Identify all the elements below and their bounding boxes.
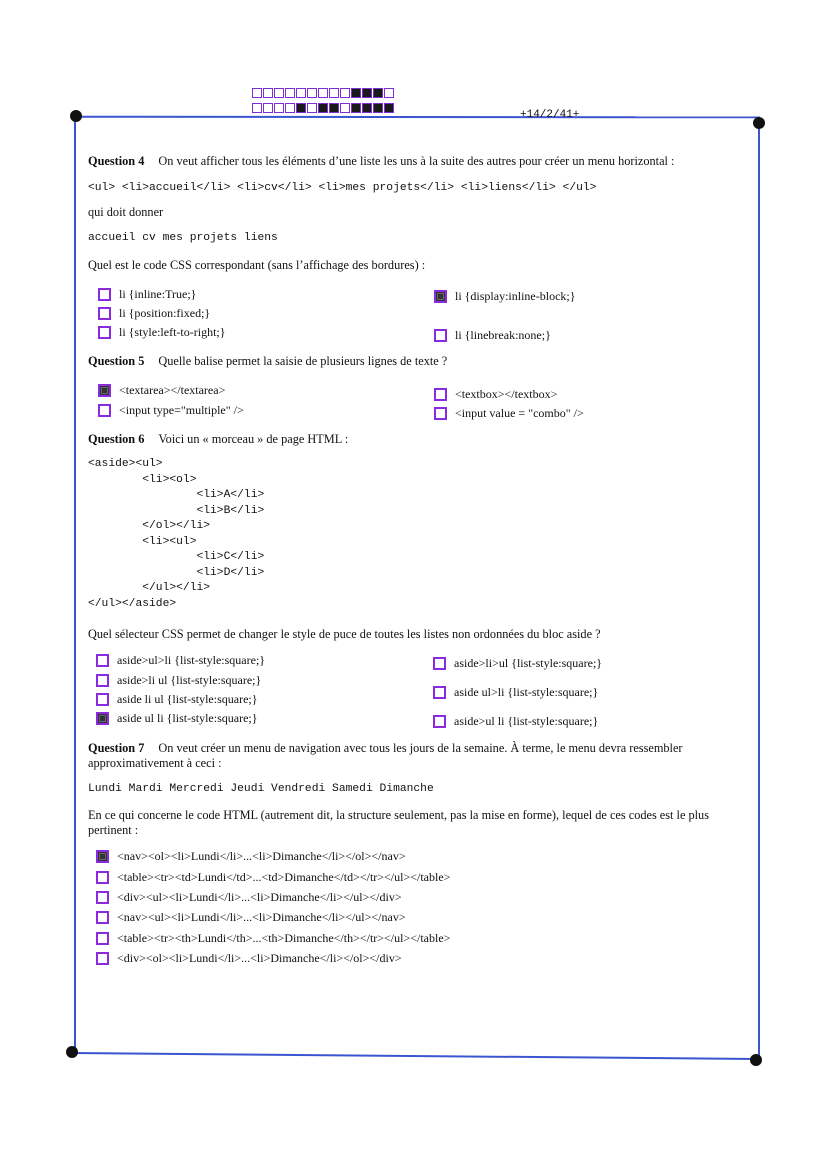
q6-option-5[interactable] — [433, 656, 602, 671]
checkbox[interactable] — [98, 307, 111, 320]
question-text: Quelle balise permet la saisie de plusieurs lignes de texte ? — [158, 354, 448, 368]
q6-option-1[interactable] — [96, 653, 265, 668]
q6-option-3[interactable] — [96, 692, 258, 707]
code-line: </ol></li> — [88, 520, 211, 532]
corner-mark-bottom-left — [66, 1046, 78, 1058]
q6-option-2[interactable] — [96, 673, 261, 688]
barcode-cell — [329, 88, 339, 98]
barcode-cell — [307, 103, 317, 113]
option-label: aside>li ul {list-style:square;} — [117, 673, 262, 687]
option-label: <input value = "combo" /> — [455, 406, 584, 420]
frame-right-border — [758, 122, 760, 1060]
checkbox[interactable] — [98, 384, 111, 397]
option-label: <table><tr><th>Lundi</th>...<th>Dimanche</th></tr></ul></table> — [117, 931, 451, 945]
option-label: li {linebreak:none;} — [455, 328, 551, 342]
checkbox[interactable] — [434, 388, 447, 401]
barcode-cell — [351, 103, 361, 113]
checkbox[interactable] — [98, 288, 111, 301]
q4-option-2[interactable] — [98, 306, 210, 321]
checkbox[interactable] — [96, 911, 109, 924]
code-line: <li><ul> — [88, 535, 197, 548]
option-label: aside ul li {list-style:square;} — [117, 711, 258, 725]
checkbox[interactable] — [98, 326, 111, 339]
frame-bottom-border — [72, 1052, 756, 1059]
barcode-cell — [274, 103, 284, 113]
code-line: <aside><ul> — [88, 458, 163, 470]
frame-left-border — [74, 116, 76, 1053]
question-7-prompt-line2: pertinent : — [88, 823, 139, 837]
question-7-header — [88, 741, 753, 756]
barcode-row — [252, 103, 394, 113]
barcode-cell — [285, 103, 295, 113]
question-text: Voici un « morceau » de page HTML : — [158, 432, 349, 446]
q4-option-1[interactable] — [98, 287, 196, 302]
checkbox[interactable] — [433, 657, 446, 670]
question-text: On veut afficher tous les éléments d’une liste les uns à la suite des autres pour créer un menu horizontal : — [158, 154, 675, 168]
q7-option-3[interactable] — [96, 890, 402, 905]
question-text: On veut créer un menu de navigation avec tous les jours de la semaine. À terme, le menu devra ressembler — [158, 741, 683, 755]
page-id: +14/2/41+ — [520, 109, 580, 121]
question-7-text-continued: approximativement à ceci : — [88, 756, 222, 770]
question-number: Question 6 — [88, 432, 145, 446]
question-6-code-block — [88, 457, 753, 612]
option-label: li {display:inline-block;} — [455, 289, 576, 303]
barcode-cell — [296, 103, 306, 113]
option-label: li {style:left-to-right;} — [119, 325, 226, 339]
option-label: li {inline:True;} — [119, 287, 197, 301]
checkbox[interactable] — [96, 891, 109, 904]
checkbox[interactable] — [96, 674, 109, 687]
option-label: <textarea></textarea> — [119, 383, 226, 397]
question-4-header — [88, 154, 753, 169]
barcode-cell — [318, 88, 328, 98]
q4-option-4[interactable] — [434, 289, 576, 304]
q5-option-1[interactable] — [98, 383, 225, 398]
barcode-cell — [263, 88, 273, 98]
option-label: aside>li>ul {list-style:square;} — [454, 656, 603, 670]
question-7-result: Lundi Mardi Mercredi Jeudi Vendredi Samedi Dimanche — [88, 783, 434, 795]
question-4-result: accueil cv mes projets liens — [88, 232, 278, 244]
frame-top-border — [76, 116, 760, 118]
barcode-cell — [329, 103, 339, 113]
barcode-cell — [318, 103, 328, 113]
q7-option-1[interactable] — [96, 849, 406, 864]
barcode-cell — [252, 88, 262, 98]
corner-mark-top-left — [70, 110, 82, 122]
option-label: aside li ul {list-style:square;} — [117, 692, 258, 706]
checkbox[interactable] — [434, 290, 447, 303]
q7-option-2[interactable] — [96, 870, 450, 885]
checkbox[interactable] — [434, 329, 447, 342]
checkbox[interactable] — [96, 693, 109, 706]
code-line: </ul></aside> — [88, 597, 177, 610]
checkbox[interactable] — [433, 715, 446, 728]
question-7-prompt-line1: En ce qui concerne le code HTML (autrement dit, la structure seulement, pas la mise en forme), lequel de ces codes est le plus — [88, 808, 709, 822]
q5-option-2[interactable] — [98, 403, 244, 418]
barcode-row — [252, 88, 394, 98]
q6-option-6[interactable] — [433, 685, 598, 700]
question-4-mid-text: qui doit donner — [88, 205, 164, 219]
option-label: <input type="multiple" /> — [119, 403, 244, 417]
barcode-cell — [252, 103, 262, 113]
checkbox[interactable] — [434, 407, 447, 420]
checkbox[interactable] — [98, 404, 111, 417]
checkbox[interactable] — [96, 871, 109, 884]
q7-option-4[interactable] — [96, 910, 406, 925]
option-label: li {position:fixed;} — [119, 306, 211, 320]
barcode-cell — [340, 103, 350, 113]
code-line: <li>C</li> — [88, 551, 265, 563]
option-label: <table><tr><td>Lundi</td>...<td>Dimanche</td></tr></ul></table> — [117, 870, 451, 884]
question-6-prompt: Quel sélecteur CSS permet de changer le style de puce de toutes les listes non ordonnées du bloc aside ? — [88, 627, 601, 641]
question-6-header — [88, 432, 753, 447]
option-label: <textbox></textbox> — [455, 387, 558, 401]
code-line: <li>A</li> — [88, 489, 265, 501]
q7-option-6[interactable] — [96, 951, 402, 966]
q4-option-3[interactable] — [98, 325, 226, 340]
barcode-cell — [384, 88, 394, 98]
q6-option-4[interactable] — [96, 711, 258, 726]
barcode-cell — [362, 88, 372, 98]
code-line: <li><ol> — [88, 473, 197, 486]
corner-mark-top-right — [753, 117, 765, 129]
question-4-code: <ul> <li>accueil</li> <li>cv</li> <li>mes projets</li> <li>liens</li> </ul> — [88, 182, 597, 194]
checkbox[interactable] — [96, 952, 109, 965]
question-5-header — [88, 354, 753, 369]
q4-option-5[interactable] — [434, 328, 551, 343]
barcode-cell — [362, 103, 372, 113]
question-4-prompt: Quel est le code CSS correspondant (sans l’affichage des bordures) : — [88, 258, 426, 272]
barcode-cell — [384, 103, 394, 113]
corner-mark-bottom-right — [750, 1054, 762, 1066]
option-label: aside>ul>li {list-style:square;} — [117, 653, 266, 667]
q7-option-5[interactable] — [96, 931, 450, 946]
checkbox[interactable] — [96, 932, 109, 945]
barcode-cell — [274, 88, 284, 98]
question-number: Question 4 — [88, 154, 145, 168]
code-line: </ul></li> — [88, 582, 211, 594]
barcode-cell — [263, 103, 273, 113]
question-number: Question 7 — [88, 741, 145, 755]
checkbox[interactable] — [96, 654, 109, 667]
option-label: <div><ol><li>Lundi</li>...<li>Dimanche</li></ol></div> — [117, 951, 402, 965]
barcode-cell — [296, 88, 306, 98]
checkbox[interactable] — [96, 712, 109, 725]
barcode-cell — [307, 88, 317, 98]
checkbox[interactable] — [96, 850, 109, 863]
q6-option-7[interactable] — [433, 714, 598, 729]
code-line: <li>D</li> — [88, 566, 265, 579]
checkbox[interactable] — [433, 686, 446, 699]
barcode-cell — [373, 88, 383, 98]
barcode-cell — [351, 88, 361, 98]
q5-option-4[interactable] — [434, 406, 584, 421]
q5-option-3[interactable] — [434, 387, 557, 402]
barcode-cell — [373, 103, 383, 113]
option-label: aside>ul li {list-style:square;} — [454, 714, 599, 728]
barcode-cell — [340, 88, 350, 98]
barcode-cell — [285, 88, 295, 98]
option-label: <nav><ol><li>Lundi</li>...<li>Dimanche</li></ol></nav> — [117, 849, 406, 863]
code-line: <li>B</li> — [88, 504, 265, 517]
option-label: aside ul>li {list-style:square;} — [454, 685, 599, 699]
option-label: <nav><ul><li>Lundi</li>...<li>Dimanche</li></ul></nav> — [117, 910, 406, 924]
question-number: Question 5 — [88, 354, 145, 368]
option-label: <div><ul><li>Lundi</li>...<li>Dimanche</li></ul></div> — [117, 890, 402, 904]
